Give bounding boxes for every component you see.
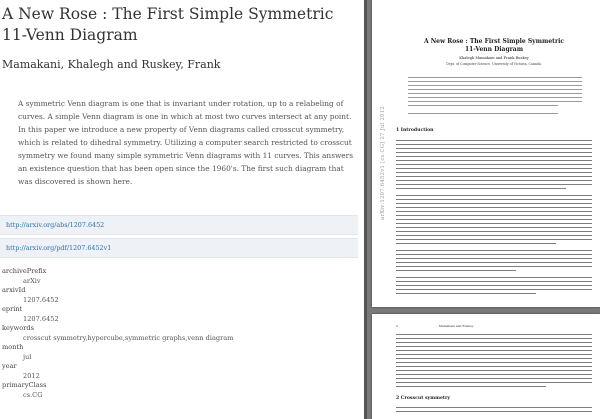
pdf-section-heading-2: 2 Crosscut symmetry (396, 396, 451, 401)
metadata-value: jul (23, 352, 32, 361)
metadata-key: archivePrefix (2, 267, 47, 275)
metadata-list (2, 267, 358, 400)
metadata-row (2, 324, 358, 343)
pdf-viewer[interactable] (364, 0, 600, 419)
metadata-row (2, 305, 358, 324)
paper-title: A New Rose : The First Simple Symmetric 11-Venn Diagram (2, 5, 334, 44)
metadata-key: year (2, 362, 17, 370)
metadata-key: keywords (2, 324, 34, 332)
arxiv-stamp (375, 84, 385, 244)
metadata-key: primaryClass (2, 381, 47, 389)
metadata-value: crosscut symmetry,hypercube,symmetric graphs,venn diagram (23, 333, 234, 342)
pdf-page-number: 2 (396, 324, 398, 328)
pdf-link[interactable]: http://arxiv.org/pdf/1207.6452v1 (6, 244, 112, 252)
metadata-value: 1207.6452 (23, 314, 59, 323)
abs-link[interactable]: http://arxiv.org/abs/1207.6452 (6, 221, 105, 229)
pdf-page-2 (372, 314, 600, 419)
pdf-authors: Khalegh Mamakani and Frank Ruskey (459, 56, 529, 60)
metadata-row (2, 286, 358, 305)
pane-divider[interactable] (364, 0, 367, 419)
metadata-row (2, 381, 358, 400)
pdf-section-heading: 1 Introduction (396, 128, 434, 133)
pdf-affiliation: Dept. of Computer Science, University of Victoria, Canada. (446, 62, 542, 66)
metadata-row (2, 362, 358, 381)
metadata-value: arXiv (23, 276, 41, 285)
paper-abstract: A symmetric Venn diagram is one that is invariant under rotation, up to a relabeling of curves. A simple Venn diagram is one in which at most two curves intersect at any point. In this paper we introduce a new property of Venn diagrams called crosscut symmetry, which is related to dihedral symmetry. Utilizing a computer search restricted to crosscut symmetry we found many simple symmetric Venn diagrams with 11 curves. This answers an existence question that has been open since the 1960's. The first such diagram that was discovered is shown here. (18, 99, 354, 186)
pdf-running-head (396, 324, 473, 328)
abs-link-row (0, 215, 358, 235)
metadata-value: 2012 (23, 371, 40, 380)
pdf-link-row (0, 238, 358, 258)
metadata-row (2, 267, 358, 286)
metadata-value: cs.CG (23, 390, 43, 399)
metadata-row (2, 343, 358, 362)
pdf-running-head-text: Mamakani and Ruskey (438, 324, 474, 328)
metadata-key: eprint (2, 305, 23, 313)
metadata-key: month (2, 343, 24, 351)
pdf-page-1 (372, 0, 600, 307)
paper-authors: Mamakani, Khalegh and Ruskey, Frank (2, 58, 221, 71)
arxiv-stamp-text: arXiv:1207.6452v1 [cs.CG] 27 Jul 2012 (380, 106, 386, 220)
pdf-title: A New Rose : The First Simple Symmetric 11-Venn Diagram (423, 38, 565, 53)
metadata-value: 1207.6452 (23, 295, 59, 304)
metadata-key: arxivId (2, 286, 26, 294)
